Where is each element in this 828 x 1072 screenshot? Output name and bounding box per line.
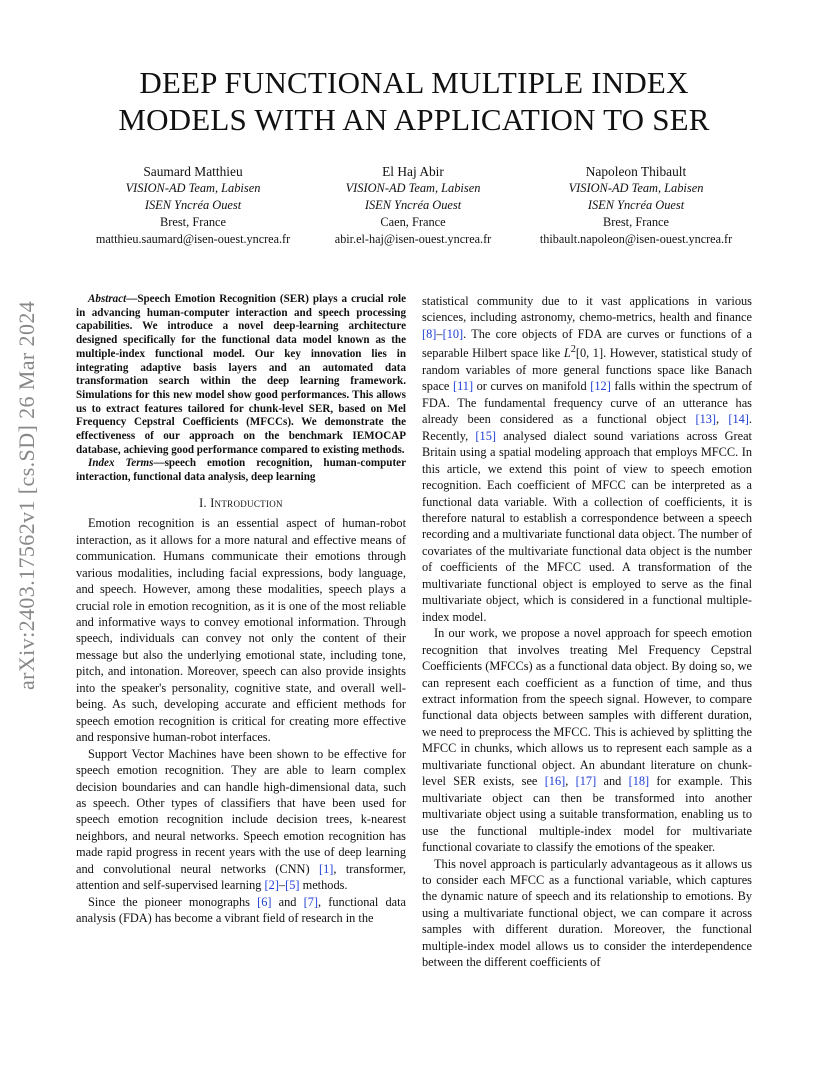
author-block bbox=[78, 163, 746, 253]
citation-link[interactable]: [1] bbox=[318, 861, 334, 876]
text-run: Support Vector Machines have been shown to be effective for speech emotion recognition. They are able to learn complex decision boundaries and can handle high-dimensional data, such as speech. Other types of classifiers that have been used for speech emotion recognition include decision trees, k-nearest neighbors, and neural networks. Speech emotion recognition has made rapid progress in recent years with the use of deep learning and convolutional neural networks (CNN) bbox=[76, 746, 406, 876]
text-run: analysed dialect sound variations across Great Britain using a spatial modeling approach that employs MFCC. In this article, we extend this point of view to speech emotion recognition. Each coefficient of MFCC can be interpreted as a functional data variable. With a collection of coefficients, it is therefore natural to establish a correspondence between a speech recording and a multivariate functional data object. The number of covariates of the multivariate functional data object is the number of coefficients of the MFCC used. A transformation of the multivariate functional object is employed to serve as the final multivariate object, which is considered in a functional multiple-index model. bbox=[422, 428, 752, 624]
text-run: and bbox=[596, 774, 629, 789]
citation-link[interactable]: [7] bbox=[303, 894, 319, 909]
author-2 bbox=[298, 163, 528, 248]
paper-title bbox=[80, 64, 748, 138]
author-1 bbox=[78, 163, 308, 248]
text-run: , transformer, attention and self-supervised learning bbox=[76, 861, 406, 893]
author-email[interactable]: abir.el-haj@isen-ouest.yncrea.fr bbox=[334, 232, 492, 246]
author-affiliation: VISION-AD Team, Labisen bbox=[568, 181, 704, 195]
author-affiliation: VISION-AD Team, Labisen bbox=[345, 181, 481, 195]
left-column bbox=[76, 293, 406, 927]
citation-link[interactable]: [2] bbox=[264, 878, 279, 893]
author-city: Caen, France bbox=[380, 215, 446, 229]
author-affiliation: VISION-AD Team, Labisen bbox=[125, 181, 261, 195]
index-terms-label: Index Terms bbox=[88, 457, 154, 470]
author-affiliation: ISEN Yncréa Ouest bbox=[364, 198, 462, 212]
text-run: statistical community due to it vast applications in various sciences, including astronomy, chemo-metrics, health and finance bbox=[422, 294, 752, 325]
text-run: falls within the spectrum of FDA. The fundamental frequency curve of an utterance has already been considered as a functional object bbox=[422, 379, 752, 427]
arxiv-identifier: arXiv:2403.17562v1 [cs.SD] 26 Mar 2024 bbox=[14, 300, 39, 691]
paragraph: Emotion recognition is an essential aspect of human-robot interaction, as it allows for a more natural and effective means of communication. Humans communicate their emotions through various modalities, including facial expressions, body language, and speech. However, among these modalities, speech plays a crucial role in emotion recognition, as it is one of the most reliable and informative ways to convey emotional information. Through speech, individuals can convey not only the content of their message but also the underlying emotional state, including tone, pitch, and intonation. Moreover, speech can also provide insights into the speaker's personality, cognitive state, and overall well-being. As such, developing accurate and efficient methods for speech emotion recognition is critical for creating more effective and responsive human-robot interfaces. bbox=[76, 516, 406, 745]
title-line-1: DEEP FUNCTIONAL MULTIPLE INDEX bbox=[139, 65, 689, 100]
text-run: – bbox=[436, 326, 443, 341]
section-heading-introduction bbox=[76, 495, 406, 511]
author-city: Brest, France bbox=[602, 215, 670, 229]
paragraph: This novel approach is particularly advantageous as it allows us to consider each MFCC as a functional variable, which captures the dynamic nature of speech and its relationship to emotions. By using a multivariate functional object, we can compare it across samples with different duration. Moreover, the functional multiple-index model allows us to consider the interdependence between the different coefficients of bbox=[422, 856, 752, 970]
author-name: Saumard Matthieu bbox=[143, 164, 243, 179]
citation-link[interactable]: [13] bbox=[695, 412, 717, 427]
text-run: for example. This multivariate object can then be transformed into another multivariate object using a suitable transformation, enabling us to use the functional multiple-index model for multivariate functional covariate to classify the emotions of the speaker. bbox=[422, 774, 752, 855]
text-run: , functional data analysis (FDA) has become a vibrant field of research in the bbox=[76, 894, 406, 926]
paragraph bbox=[76, 894, 406, 927]
title-line-2: MODELS WITH AN APPLICATION TO SER bbox=[118, 102, 710, 137]
right-column bbox=[422, 293, 752, 971]
citation-link[interactable]: [18] bbox=[628, 774, 650, 789]
citation-link[interactable]: [6] bbox=[257, 894, 272, 909]
paragraph bbox=[422, 625, 752, 855]
text-run: , bbox=[565, 774, 576, 789]
citation-link[interactable]: [15] bbox=[475, 428, 496, 443]
text-run: . However, statistical study of random variables of more general functions space like Banach space bbox=[422, 346, 752, 394]
author-affiliation: ISEN Yncréa Ouest bbox=[144, 198, 242, 212]
text-run: . Recently, bbox=[422, 412, 753, 443]
author-name: Napoleon Thibault bbox=[585, 164, 687, 179]
text-run: Since the pioneer monographs bbox=[88, 894, 258, 909]
text-run: . The core objects of FDA are curves or functions of a separable Hilbert space like bbox=[422, 326, 752, 361]
citation-link[interactable]: [16] bbox=[544, 774, 566, 789]
text-run: In our work, we propose a novel approach for speech emotion recognition that involves treating Mel Frequency Cepstral Coefficients (MFCCs) as a functional data object. By doing so, we can represent each coefficient as a function of time, and thus extract information from the speech signal. However, to compare functional data objects between samples with different duration, we need to preprocess the MFCC. This is achieved by splitting the MFCC in chunks, which allows us to represent each sample as a multivariate functional object. An abundant literature on chunk-level SER exists, see bbox=[422, 626, 752, 789]
paragraph bbox=[76, 746, 406, 894]
abstract bbox=[76, 293, 406, 457]
text-run: and bbox=[271, 894, 304, 909]
math-superscript: 2 bbox=[570, 344, 576, 356]
math-symbol: L bbox=[563, 346, 571, 361]
paragraph bbox=[422, 293, 752, 625]
abstract-label: Abstract bbox=[88, 293, 127, 305]
author-name: El Haj Abir bbox=[382, 164, 444, 179]
text-run: methods. bbox=[299, 878, 348, 893]
citation-link[interactable]: [8] bbox=[422, 326, 437, 341]
section-title: Introduction bbox=[210, 495, 283, 510]
text-run: or curves on manifold bbox=[473, 379, 591, 394]
author-email[interactable]: matthieu.saumard@isen-ouest.yncrea.fr bbox=[95, 232, 291, 246]
author-email[interactable]: thibault.napoleon@isen-ouest.yncrea.fr bbox=[539, 232, 733, 246]
citation-link[interactable]: [12] bbox=[590, 379, 611, 394]
author-city: Brest, France bbox=[159, 215, 227, 229]
author-affiliation: ISEN Yncréa Ouest bbox=[587, 198, 685, 212]
citation-link[interactable]: [14] bbox=[728, 412, 749, 427]
citation-link[interactable]: [5] bbox=[285, 878, 300, 893]
abstract-text: —Speech Emotion Recognition (SER) plays a crucial role in advancing human-computer interaction and speech processing capabilities. We introduce a novel deep-learning architecture designed specifically for the functional data model known as the multiple-index functional model. Our key innovation lies in integrating adaptive basis layers and an automated data transformation search within the deep learning framework. Simulations for this new model show good performances. This allows us to extract features tailored for chunk-level SER, based on Mel Frequency Cepstral Coefficients (MFCCs). We demonstrate the effectiveness of our approach on the benchmark IEMOCAP database, achieving good performance compared to existing methods. bbox=[76, 293, 406, 456]
citation-link[interactable]: [17] bbox=[575, 774, 597, 789]
text-run: , bbox=[716, 412, 729, 427]
citation-link[interactable]: [10] bbox=[442, 326, 464, 341]
author-3 bbox=[521, 163, 751, 248]
citation-link[interactable]: [11] bbox=[452, 379, 474, 394]
index-terms bbox=[76, 457, 406, 484]
text-run: – bbox=[278, 878, 286, 893]
section-numeral: I. bbox=[199, 495, 211, 510]
math-interval: [0, 1] bbox=[575, 346, 604, 361]
index-terms-text: —speech emotion recognition, human-computer interaction, functional data analysis, deep learning bbox=[76, 457, 406, 484]
